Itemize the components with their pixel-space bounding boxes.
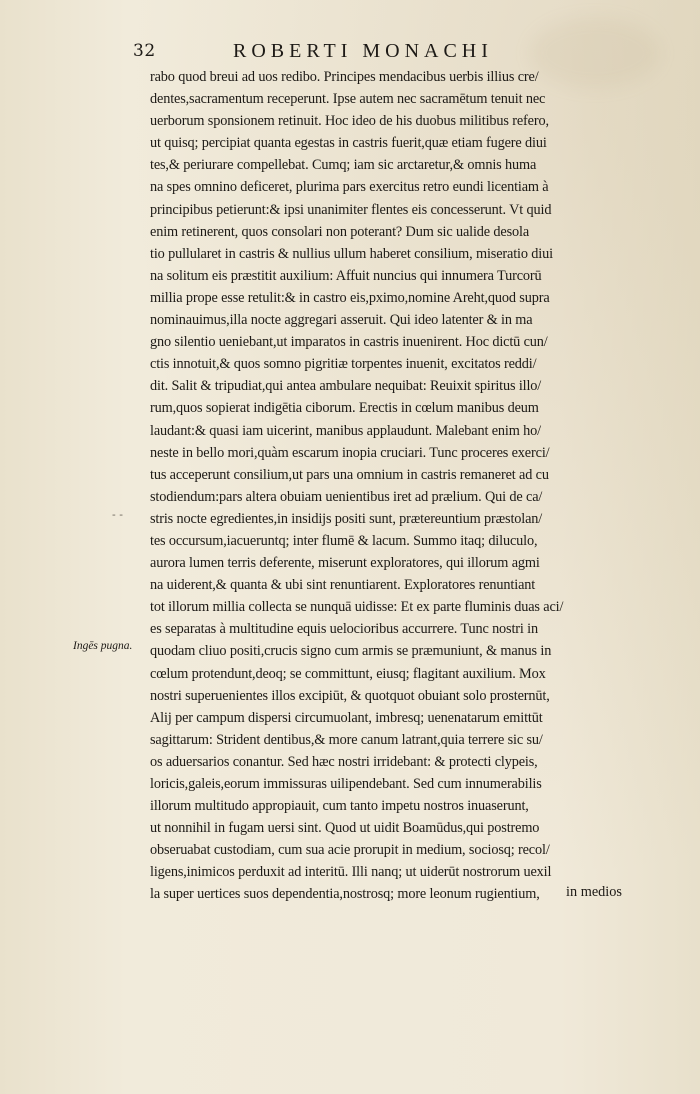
text-line: principibus petierunt:& ipsi unanimiter flentes eis concesserunt. Vt quid (150, 201, 552, 218)
text-line: Alij per campum dispersi circumuolant, imbresq; uenenatarum emittūt (150, 709, 543, 726)
text-line: laudant:& quasi iam uicerint, manibus applaudunt. Malebant enim ho/ (150, 422, 541, 439)
text-line: aurora lumen terris deferente, miserunt exploratores, qui illorum agmi (150, 555, 540, 572)
catchword: in medios (566, 884, 622, 900)
text-line: os aduersarios conantur. Sed hæc nostri irridebant: & protecti clypeis, (150, 753, 538, 770)
text-line: quodam cliuo positi,crucis signo cum armis se præmuniunt, & manus in (150, 643, 552, 660)
text-line: obseruabat custodiam, cum sua acie prorupit in medium, sociosq; recol/ (150, 842, 550, 859)
text-line: tio pullularet in castris & nullius ullum haberet consilium, miseratio diui (150, 245, 553, 262)
text-line: illorum multitudo appropiauit, cum tanto impetu nostros inuaserunt, (150, 798, 529, 815)
text-line: ctis innotuit,& quos somno pigritiæ torpentes inuenit, excitatos reddi/ (150, 356, 537, 373)
text-line: nominauimus,illa nocte aggregari asseruit. Qui ideo latenter & in ma (150, 312, 533, 329)
text-line: stodiendum:pars altera obuiam uenientibus iret ad prælium. Qui de ca/ (150, 488, 543, 505)
text-line: tot illorum millia collecta se nunquā uidisse: Et ex parte fluminis duas aci/ (150, 599, 564, 616)
dash-mark: - - (112, 508, 123, 521)
text-line: na uiderent,& quanta & ubi sint renuntiarent. Exploratores renuntiant (150, 577, 536, 594)
text-line: nostri superuenientes illos excipiūt, & quotquot obuiant solo prosternūt, (150, 687, 550, 704)
text-line: rabo quod breui ad uos redibo. Principes mendacibus uerbis illius cre/ (150, 69, 539, 85)
text-line: dentes,sacramentum receperunt. Ipse autem nec sacramētum tenuit nec (150, 91, 546, 108)
text-line: gno silentio ueniebant,ut imparatos in castris inuenirent. Hoc dictū cun/ (150, 334, 548, 351)
text-line: tus acceperunt consilium,ut pars una omnium in castris remaneret ad cu (150, 466, 549, 483)
text-line: tes,& periurare compellebat. Cumq; iam sic arctaretur,& omnis huma (150, 157, 537, 174)
marginal-note: Ingēs pugna. (73, 640, 133, 652)
text-body (150, 66, 642, 906)
text-line: rum,quos sopierat indigētia ciborum. Erectis in cœlum manibus deum (150, 400, 539, 417)
page-number: 32 (133, 41, 156, 61)
text-line: la super uertices suos dependentia,nostrosq; more leonum rugientium, (150, 886, 540, 903)
text-line: enim retinerent, quos consolari non poterant? Dum sic ualide desola (150, 223, 530, 240)
text-line: dit. Salit & tripudiat,qui antea ambulare nequibat: Reuixit spiritus illo/ (150, 378, 542, 395)
text-line: ligens,inimicos perduxit ad interitū. Illi nanq; ut uiderūt nostrorum uexil (150, 864, 552, 881)
running-head (133, 41, 633, 67)
text-line: uerborum sponsionem retinuit. Hoc ideo de his duobus militibus refero, (150, 113, 549, 130)
text-line: neste in bello mori,quàm escarum inopia cruciari. Tunc proceres exerci/ (150, 444, 550, 461)
text-line: ut nonnihil in fugam uersi sint. Quod ut uidit Boamūdus,qui postremo (150, 820, 540, 837)
text-line: na solitum eis præstitit auxilium: Affuit nuncius qui innumera Turcorū (150, 267, 542, 284)
text-line: na spes omnino deficeret, plurima pars exercitus retro eundi licentiam à (150, 179, 549, 196)
text-line: stris nocte egredientes,in insidijs positi sunt, prætereuntium præstolan/ (150, 510, 543, 527)
text-line: loricis,galeis,eorum immissuras uilipendebant. Sed cum innumerabilis (150, 776, 542, 792)
text-line: millia prope esse retulit:& in castro eis,pximo,nomine Areht,quod supra (150, 289, 550, 306)
running-title: ROBERTI MONACHI (233, 40, 493, 62)
text-line: es separatas à multitudine equis uelocioribus accurrere. Tunc nostri in (150, 621, 538, 638)
text-line: sagittarum: Strident dentibus,& more canum latrant,quia terrere sic su/ (150, 731, 543, 748)
text-line: ut quisq; percipiat quanta egestas in castris fuerit,quæ etiam fugere diui (150, 135, 547, 152)
text-line: tes occursum,iacueruntq; inter flumē & lacum. Summo itaq; diluculo, (150, 532, 538, 549)
text-line: cœlum protendunt,deoq; se committunt, eiusq; flagitant auxilium. Mox (150, 665, 546, 682)
